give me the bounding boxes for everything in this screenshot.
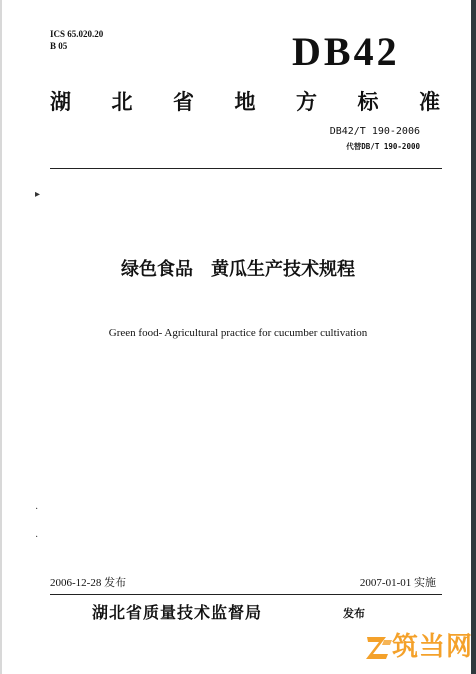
standard-code: DB42/T 190-2006: [329, 126, 420, 137]
header-divider: [50, 168, 442, 169]
standard-type-char: 标: [357, 90, 379, 114]
issue-date: 2006-12-28 发布: [50, 577, 127, 589]
standard-type-char: 方: [296, 90, 317, 114]
standard-type-char: 准: [419, 90, 440, 114]
ics-code: ICS 65.020.20: [50, 29, 104, 39]
issuing-authority-suffix: 发布: [343, 607, 365, 620]
margin-mark: ·: [35, 532, 39, 543]
title-chinese: [0, 258, 476, 282]
margin-mark: ▸: [35, 189, 41, 200]
issuing-authority: 湖北省质量技术监督局: [92, 603, 263, 622]
replaces-code: DB/T 190-2000: [361, 142, 420, 151]
title-chinese-part1: 绿色食品: [121, 259, 193, 280]
db-logo: DB42: [292, 29, 400, 74]
footer-divider: [50, 594, 442, 595]
replaces-prefix: 代替: [346, 142, 362, 151]
ccs-code: B 05: [50, 41, 68, 51]
title-english: Green food- Agricultural practice for cucumber cultivation: [108, 327, 368, 339]
title-chinese-part2: 黄瓜生产技术规程: [211, 259, 355, 280]
standard-type-char: 省: [173, 90, 194, 114]
watermark-text: 筑当网: [392, 632, 474, 662]
implementation-date: 2007-01-01 实施: [359, 577, 436, 589]
margin-mark: ·: [35, 504, 39, 515]
standard-type-title: [50, 89, 440, 115]
zd-logo-icon: [364, 632, 394, 662]
standard-type-char: 湖: [50, 90, 71, 114]
standard-type-char: 北: [111, 90, 133, 114]
standard-type-char: 地: [234, 90, 256, 114]
replaces-line: [346, 142, 420, 152]
